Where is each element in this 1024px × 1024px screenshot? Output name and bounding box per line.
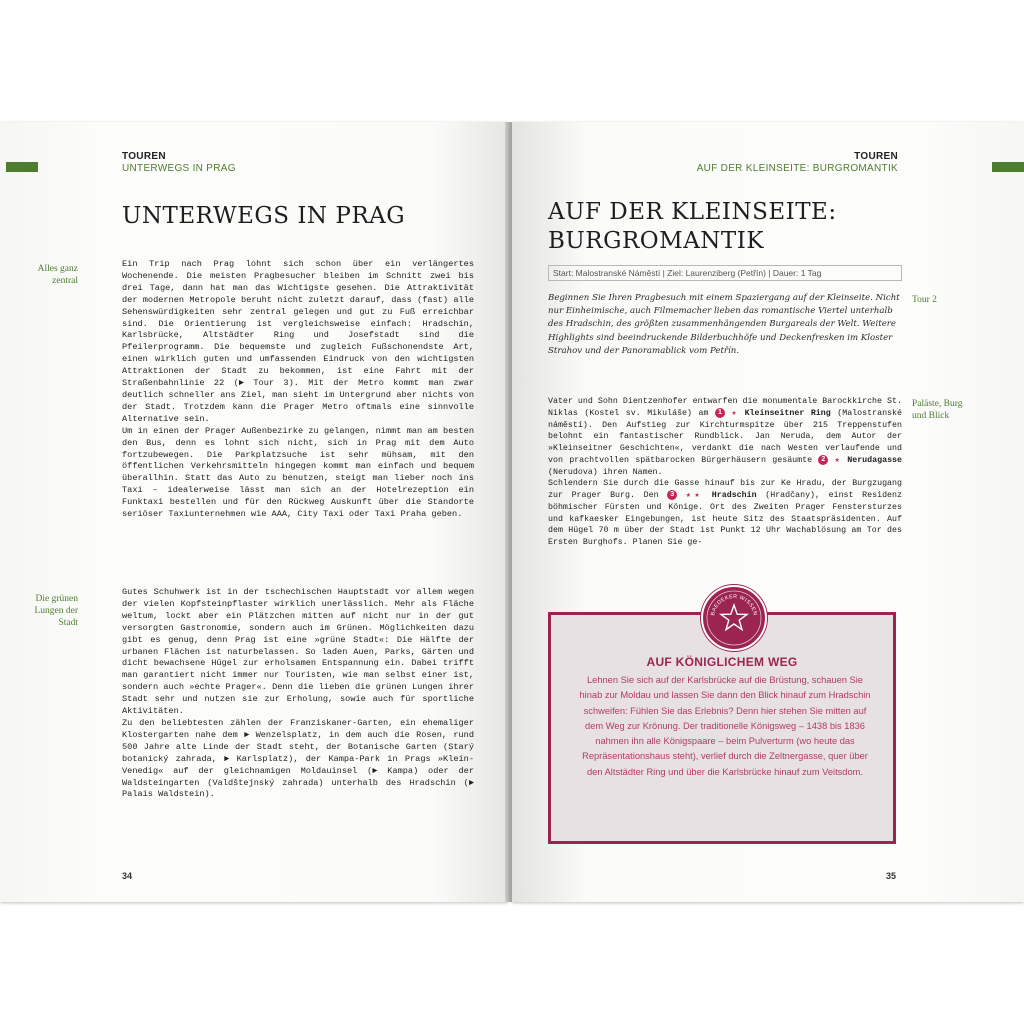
info-box-text: Lehnen Sie sich auf der Karlsbrücke auf die Brüstung, schauen Sie hinab zur Moldau und lassen Sie dann den Blick hinauf zum Hradschin schweifen: Fühlen Sie das Erlebnis? Denn hier stehen Sie mitten auf dem Weg zur Krönung. Der traditionelle Königsweg – 1438 bis 1836 nahmen ihn alle Königspaare – beim Pulverturm (wo heute das Repräsentationshaus steht), verlief durch die Zeltnergasse, quer über den Altstädter Ring und über die Karlsbrücke hinauf zum Veitsdom. [579,675,871,777]
text-run: (Hradčany), einst Residenz böhmischer Fürsten und Könige. Ort des Zweiten Prager Fenstersturzes und kafkaesker Eingebungen, ist heute Sitz des Staatspräsidenten. Auf dem Hügel 70 m über der Stadt ist Punkt 12 Uhr Wachablösung am Tor des Ersten Burghofs. Planen Sie ge- [548,491,902,547]
running-header [697,151,898,175]
intro-text: Beginnen Sie Ihren Pragbesuch mit einem Spaziergang auf der Kleinseite. Nicht nur Einheimische, auch Filmemacher lieben das romantische Viertel unterhalb des Hradschin, des größten zusammenhängenden Burgareals der Welt. Weitere Highlights sind beeindruckende Bilderbuchhöfe und Deckenfresken im Kloster Strahov und der Panoramablick vom Petřín. [548,293,900,356]
paragraph: Gutes Schuhwerk ist in der tschechischen Hauptstadt vor allem wegen der vielen Kopfsteinpflaster wirklich unerlässlich. Mehr als Fläche weltum, lockt aber ein Plätzchen mitten auf nicht nur in der gut versorgten Gastronomie, sondern auch im Grünen. Möglichkeiten dazu gibt es genug, denn Prag ist eine »grüne Stadt«: Die Hälfte der urbanen Flächen ist naturbelassen. So laden Auen, Parks, Gärten und dicht bewachsene Hügel zur erholsamen Entspannung ein. Dabei trifft man garantiert nicht immer nur Touristen, wie man selbst einer ist, sondern auch »echte Prager«. Denn die lieben die grünen Lungen ihrer Stadt sehr und nutzen sie zur Erholung, sowie auch für sportliche Aktivitäten. [122,587,474,717]
margin-note: Paläste, Burg und Blick [912,399,963,421]
title-line: BURGROMANTIK [548,228,765,254]
body-text-top [122,259,474,521]
chapter-tab-marker [6,162,38,172]
running-header-subsection: AUF DER KLEINSEITE: BURGROMANTIK [696,163,898,174]
text-run: Vater und Sohn Dientzenhofer entwarfen die monumentale Barockkirche St. Niklas (Kostel sv. Mikuláše) am [548,397,902,418]
right-page [512,122,1024,902]
paragraph: Ein Trip nach Prag lohnt sich schon über ein verlängertes Wochenende. Die meisten Pragbesucher bleiben im Schnitt zwei bis drei Tage, dann hat man das Wichtigste gesehen. Die Attraktivität der modernen Metropole beruht nicht zuletzt darauf, dass (fast) alle Sehenswürdigkeiten sehr zentral gelegen und gut zu Fuß erreichbar sind. Die Orientierung ist vergleichsweise einfach: Hradschin, Karlsbrücke, Altstädter Ring und Josefstadt sind die Pfeilerprogramm. Die bequemste und zugleich Fußschonendste Art, einen wirklich guten und umfassenden Eindruck von den wichtigsten Attraktionen der Stadt zu bekommen, ist eine Fahrt mit der Straßenbahnlinie 22 (► Tour 3). Mit der Metro kommt man zwar deutlich schneller ans Ziel, man sieht im Untergrund aber nichts von der Stadt. Trotzdem kann die Prager Metro oftmals eine sinnvolle Alternative sein. [122,259,474,424]
margin-note: Alles ganz zentral [37,264,78,286]
info-box-title: AUF KÖNIGLICHEM WEG [646,655,798,669]
text-run: Schlendern Sie durch die Gasse hinauf bis zur Ke Hradu, der Burgzugang zur Prager Burg. Den [548,479,902,501]
place-name: Nerudagasse [847,455,903,465]
body-text [548,396,902,549]
open-book [0,122,1024,902]
star-icon: ★★ [685,491,704,501]
paragraph: Um in einen der Prager Außenbezirke zu gelangen, nimmt man am besten den Bus, denn es lohnt sich nicht, sich in Prag mit dem Auto fortzubewegen. Die Parkplatzsuche ist sehr mühsam, mit den öffentlichen Verkehrsmitteln hingegen kommt man einfach und bequem überallhin. Statt das Auto zu benutzen, steigt man lieber noch ins Taxi – idealerweise lässt man sich an der Hotelrezeption ein Funktaxi bestellen und für den Rückweg Auskunft über die Standorte seriöser Taxiunternehmen wie AAA, City Taxi oder Taxi Praha geben. [122,425,474,520]
running-header [122,151,236,175]
baedeker-wissen-badge [701,585,767,651]
info-box [548,593,896,844]
page-title: UNTERWEGS IN PRAG [122,203,406,229]
running-header-subsection: UNTERWEGS IN PRAG [122,163,236,174]
page-number: 34 [122,871,133,881]
running-header-section: TOUREN [854,151,898,162]
tour-meta-bar: Start: Malostranské Náměstí | Ziel: Laurenziberg (Petřín) | Dauer: 1 Tag [548,265,902,281]
tour-stop-marker: 3 [667,490,677,500]
star-icon: ★ [834,455,841,465]
star-icon: ★ [731,408,739,418]
tour-stop-marker: 2 [818,455,828,465]
paragraph: Zu den beliebtesten zählen der Franziskaner-Garten, ein ehemaliger Klostergarten nahe dem ► Wenzelsplatz, in dem auch die Rosen, rund 500 Jahre alte Linde der Stadt steht, der Botanische Garten (Starý botanický zahrada, ► Karlsplatz), der Kampa-Park in Prags »Klein-Venedig« auf der gleichnamigen Moldauinsel (► Kampa) oder der Waldsteingarten (Valdštejnský zahrada) unterhalb des Hradschin (► Palais Waldstein). [122,717,474,800]
margin-note: Die grünen Lungen der Stadt [34,594,78,628]
text-run: (Nerudova) ihren Namen. [548,467,663,477]
badge-text: BAEDEKER WISSEN [710,593,758,617]
star-icon [703,587,765,649]
left-page [0,122,508,902]
place-name: Kleinseitner Ring [744,408,831,418]
tour-stop-marker: 1 [715,408,725,418]
body-text-bottom [122,587,474,801]
page-number: 35 [885,871,896,881]
margin-note: Tour 2 [912,295,937,305]
title-line: AUF DER KLEINSEITE: [548,199,837,225]
place-name: Hradschin [711,491,757,501]
page-title [548,198,837,256]
running-header-section: TOUREN [122,151,166,162]
text-run: (Malostranské náměstí). Den Aufstieg zur Kirchturmspitze über 215 Treppenstufen belohnt ein fantastischer Rundblick. Jan Neruda, dem Autor der »Kleinseitner Geschichten«, verdankt die nach Westen verlaufende und von prachtvollen spätbarocken Bürgerhäusern gesäumte [548,408,902,465]
chapter-tab-marker [992,162,1024,172]
